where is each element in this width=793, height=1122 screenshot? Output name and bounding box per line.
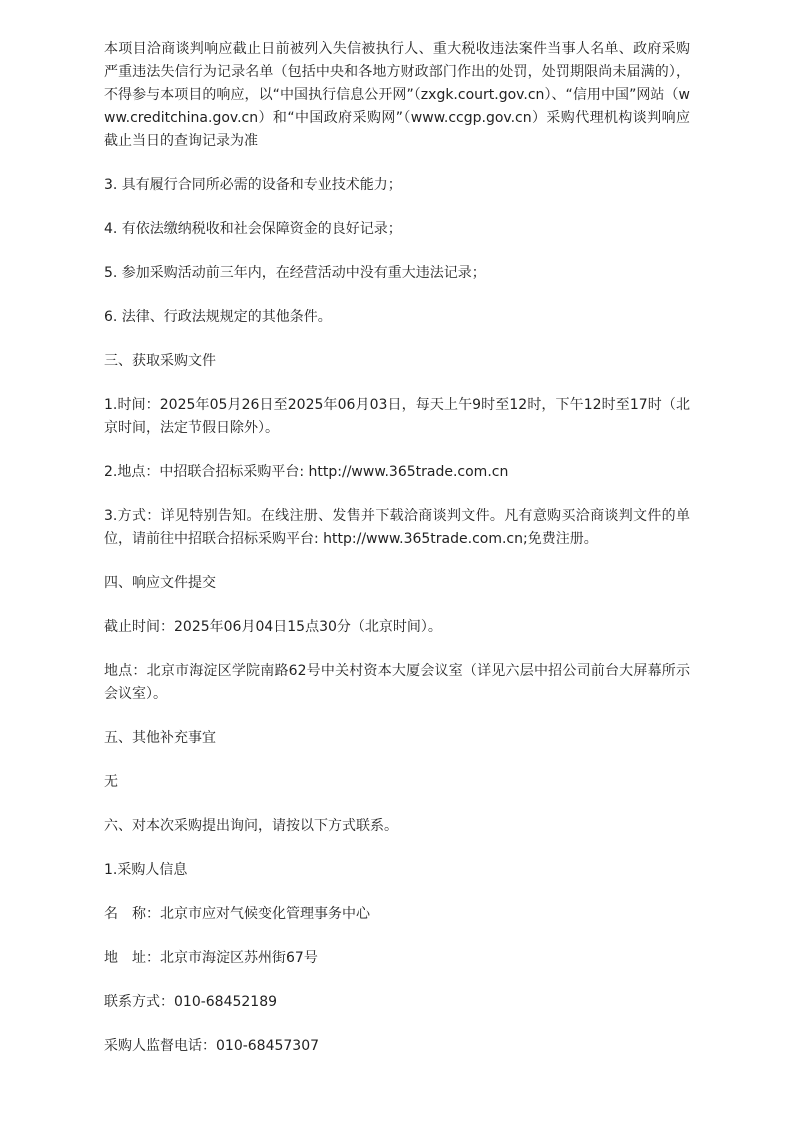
document-body bbox=[104, 38, 690, 1058]
purchaser-contact: 联系方式：010-68452189 bbox=[104, 994, 278, 1010]
purchaser-address: 地 址：北京市海淀区苏州街67号 bbox=[104, 950, 318, 966]
submission-deadline: 截止时间：2025年06月04日15点30分（北京时间）。 bbox=[104, 619, 442, 635]
condition-item-4: 4. 有依法缴纳税收和社会保障资金的良好记录； bbox=[104, 221, 402, 237]
obtain-method: 3.方式：详见特别告知。在线注册、发售并下载洽商谈判文件。凡有意购买洽商谈判文件的单位，请前往中招联合招标采购平台: http://www.365trade.com.cn;免费注册。 bbox=[104, 508, 690, 547]
purchaser-supervisor-phone: 采购人监督电话：010-68457307 bbox=[104, 1038, 320, 1054]
obtain-time: 1.时间：2025年05月26日至2025年06月03日，每天上午9时至12时，下午12时至17时（北京时间，法定节假日除外）。 bbox=[104, 397, 690, 436]
obtain-place: 2.地点：中招联合招标采购平台: http://www.365trade.com.cn bbox=[104, 464, 509, 480]
section-heading-supplementary: 五、其他补充事宜 bbox=[104, 730, 216, 746]
eligibility-paragraph: 本项目洽商谈判响应截止日前被列入失信被执行人、重大税收违法案件当事人名单、政府采购严重违法失信行为记录名单（包括中央和各地方财政部门作出的处罚，处罚期限尚未届满的），不得参与本项目的响应，以“中国执行信息公开网”（zxgk.court.gov.cn）、“信用中国”网站（www.creditchina.gov.cn）和“中国政府采购网”（www.ccgp.gov.cn）采购代理机构谈判响应截止当日的查询记录为准 bbox=[104, 41, 690, 149]
section-heading-submission: 四、响应文件提交 bbox=[104, 575, 216, 591]
purchaser-info-heading: 1.采购人信息 bbox=[104, 862, 188, 878]
section-heading-obtain-documents: 三、获取采购文件 bbox=[104, 353, 216, 369]
condition-item-3: 3. 具有履行合同所必需的设备和专业技术能力； bbox=[104, 177, 402, 193]
supplementary-content: 无 bbox=[104, 774, 118, 790]
condition-item-6: 6. 法律、行政法规规定的其他条件。 bbox=[104, 309, 332, 325]
section-heading-inquiry: 六、对本次采购提出询问，请按以下方式联系。 bbox=[104, 818, 398, 834]
submission-location: 地点：北京市海淀区学院南路62号中关村资本大厦会议室（详见六层中招公司前台大屏幕所示会议室）。 bbox=[104, 663, 690, 702]
purchaser-name: 名 称：北京市应对气候变化管理事务中心 bbox=[104, 906, 370, 922]
condition-item-5: 5. 参加采购活动前三年内，在经营活动中没有重大违法记录； bbox=[104, 265, 486, 281]
